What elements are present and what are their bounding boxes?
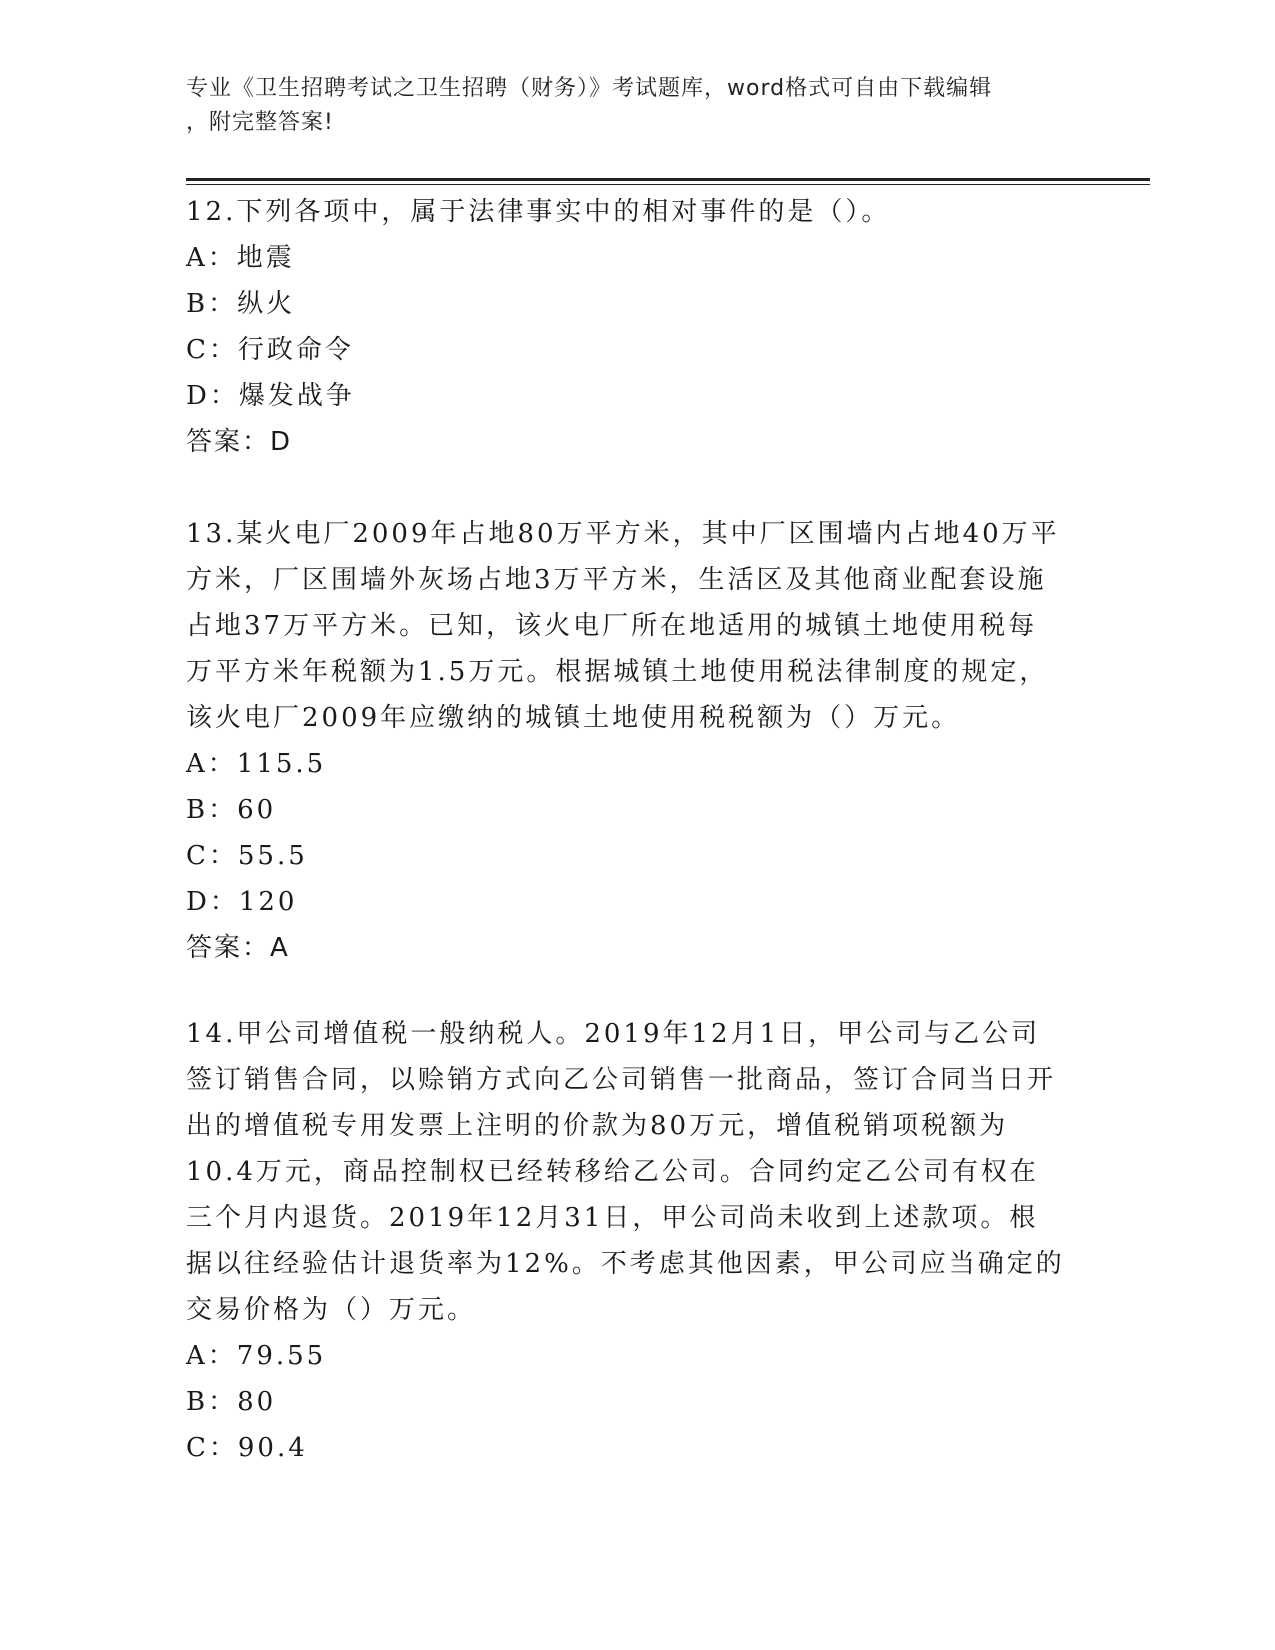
question-stem: 12.下列各项中，属于法律事实中的相对事件的是（）。 xyxy=(186,197,891,227)
option-d: D：爆发战争 xyxy=(186,381,355,411)
option-a: A：地震 xyxy=(186,243,295,273)
option-c: C：90.4 xyxy=(186,1433,308,1463)
question-12 xyxy=(186,189,1066,465)
option-b: B：80 xyxy=(186,1387,277,1417)
option-c: C：行政命令 xyxy=(186,335,354,365)
option-c: C：55.5 xyxy=(186,841,308,871)
question-13 xyxy=(186,511,1066,971)
header-line-2: ，附完整答案! xyxy=(186,110,334,135)
question-stem: 14.甲公司增值税一般纳税人。2019年12月1日，甲公司与乙公司签订销售合同，以赊销方式向乙公司销售一批商品，签订合同当日开出的增值税专用发票上注明的价款为80万元，增值税销项税额为10.4万元，商品控制权已经转移给乙公司。合同约定乙公司有权在三个月内退货。2019年12月31日，甲公司尚未收到上述款项。根据以往经验估计退货率为12%。不考虑其他因素，甲公司应当确定的交易价格为（）万元。 xyxy=(186,1019,1065,1325)
header-divider-thick xyxy=(186,178,1150,181)
document-header xyxy=(186,72,1066,140)
header-divider-thin xyxy=(186,184,1150,185)
question-stem: 13.某火电厂2009年占地80万平方米，其中厂区围墙内占地40万平方米，厂区围墙外灰场占地3万平方米，生活区及其他商业配套设施占地37万平方米。已知，该火电厂所在地适用的城镇土地使用税每万平方米年税额为1.5万元。根据城镇土地使用税法律制度的规定，该火电厂2009年应缴纳的城镇土地使用税税额为（）万元。 xyxy=(186,519,1060,733)
option-b: B：60 xyxy=(186,795,277,825)
option-a: A：115.5 xyxy=(186,749,327,779)
option-b: B：纵火 xyxy=(186,289,296,319)
question-14 xyxy=(186,1011,1066,1471)
answer: 答案：A xyxy=(186,933,290,963)
option-a: A：79.55 xyxy=(186,1341,327,1371)
header-line-1: 专业《卫生招聘考试之卫生招聘（财务）》考试题库，word格式可自由下载编辑 xyxy=(186,76,993,101)
option-d: D：120 xyxy=(186,887,298,917)
answer: 答案：D xyxy=(186,427,293,457)
